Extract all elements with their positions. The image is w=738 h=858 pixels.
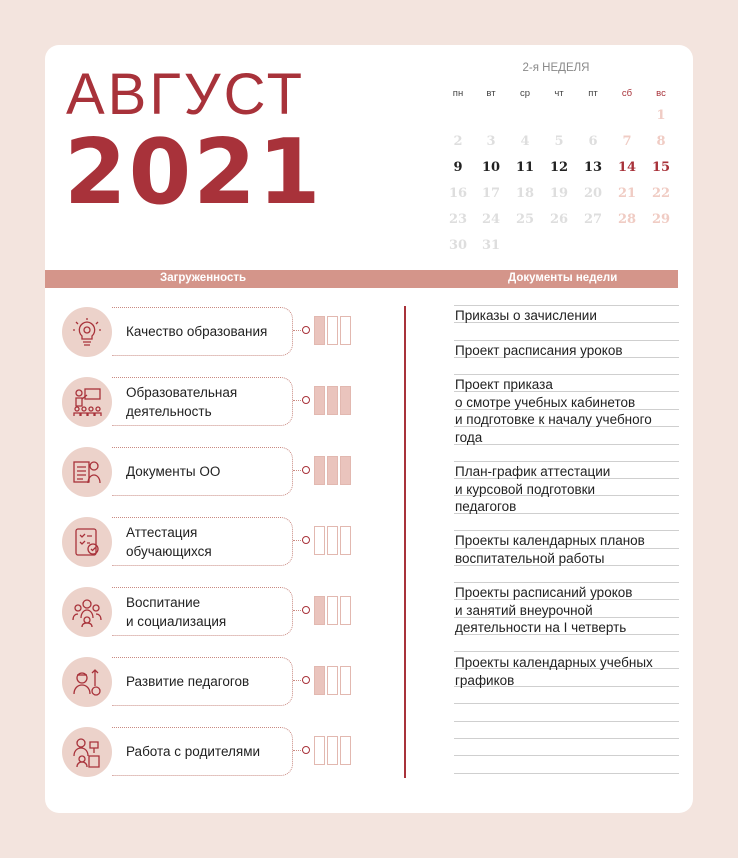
connector-dot <box>302 606 310 614</box>
load-level-cell <box>340 666 351 695</box>
workload-label: Работа с родителями <box>126 744 261 759</box>
calendar-day: 27 <box>583 212 603 227</box>
calendar-day: 13 <box>583 160 603 175</box>
load-level-cell <box>327 456 338 485</box>
weekday-label: вт <box>486 88 496 99</box>
group-icon <box>62 587 112 637</box>
load-level-cell <box>314 386 325 415</box>
calendar-day: 5 <box>554 134 564 149</box>
ruled-line <box>454 703 679 704</box>
workload-label-box <box>112 307 293 356</box>
ruled-line <box>454 530 679 531</box>
load-level-cell <box>340 316 351 345</box>
classroom-icon <box>62 377 112 427</box>
calendar-day: 28 <box>617 212 637 227</box>
month-title: АВГУСТ <box>66 62 306 127</box>
checklist-icon <box>62 517 112 567</box>
document-item: Проект расписания уроков <box>455 343 623 358</box>
calendar-day: 30 <box>448 238 468 253</box>
calendar-day: 24 <box>481 212 501 227</box>
load-level-cell <box>327 526 338 555</box>
document-item: Проекты календарных планов воспитательной работы <box>455 533 645 566</box>
ruled-line <box>454 340 679 341</box>
parent-child-icon <box>62 727 112 777</box>
calendar-day: 6 <box>588 134 598 149</box>
column-divider <box>404 306 406 778</box>
load-level-cell <box>327 736 338 765</box>
calendar-day: 9 <box>453 160 463 175</box>
load-level-cell <box>314 456 325 485</box>
document-item: План-график аттестации и курсовой подготовки педагогов <box>455 464 611 514</box>
document-item: Проект приказа о смотре учебных кабинетов и подготовке к началу учебного года <box>455 377 652 445</box>
calendar-day: 16 <box>448 186 468 201</box>
workload-label: Качество образования <box>126 324 268 339</box>
workload-label-box <box>112 587 293 636</box>
week-label: 2-я НЕДЕЛЯ <box>522 62 590 74</box>
calendar-day: 11 <box>515 160 535 175</box>
connector-dot <box>302 536 310 544</box>
calendar-day: 10 <box>481 160 501 175</box>
docs-header: Документы недели <box>508 272 618 284</box>
ruled-line <box>454 651 679 652</box>
load-level-cell <box>327 316 338 345</box>
workload-label-box <box>112 657 293 706</box>
workload-label-box <box>112 517 293 566</box>
calendar-day: 26 <box>549 212 569 227</box>
calendar-day: 7 <box>622 134 632 149</box>
calendar-day: 23 <box>448 212 468 227</box>
teacher-growth-icon <box>62 657 112 707</box>
weekday-label: пн <box>452 88 464 99</box>
load-level-cell <box>327 666 338 695</box>
connector-dot <box>302 746 310 754</box>
load-level-cell <box>314 596 325 625</box>
workload-label-box <box>112 377 293 426</box>
ruled-line <box>454 738 679 739</box>
calendar-day: 29 <box>651 212 671 227</box>
calendar-day: 15 <box>651 160 671 175</box>
weekday-label: пт <box>588 88 598 99</box>
calendar-day: 21 <box>617 186 637 201</box>
load-level-cell <box>314 666 325 695</box>
calendar-day: 19 <box>549 186 569 201</box>
document-item: Приказы о зачислении <box>455 308 597 323</box>
workload-label: Воспитание и социализация <box>126 594 227 629</box>
connector-dot <box>302 676 310 684</box>
section-header-bar <box>45 270 678 288</box>
year-title: 2021 <box>64 120 323 225</box>
documents-person-icon <box>62 447 112 497</box>
load-header: Загруженность <box>160 272 247 284</box>
workload-label-box <box>112 447 293 496</box>
load-level-cell <box>327 386 338 415</box>
document-item: Проекты календарных учебных графиков <box>455 655 653 688</box>
workload-label: Документы ОО <box>126 464 221 479</box>
load-level-cell <box>314 526 325 555</box>
ruled-line <box>454 461 679 462</box>
load-level-cell <box>314 316 325 345</box>
ruled-line <box>454 305 679 306</box>
connector-dot <box>302 396 310 404</box>
load-level-cell <box>340 596 351 625</box>
ruled-line <box>454 755 679 756</box>
load-level-cell <box>314 736 325 765</box>
calendar-day: 3 <box>486 134 496 149</box>
ruled-line <box>454 773 679 774</box>
calendar-day: 4 <box>520 134 530 149</box>
ruled-line <box>454 582 679 583</box>
weekday-label: ср <box>519 88 531 99</box>
load-level-cell <box>340 736 351 765</box>
load-level-cell <box>340 526 351 555</box>
workload-label: Образовательная деятельность <box>126 384 238 419</box>
connector-dot <box>302 326 310 334</box>
calendar-day: 1 <box>656 108 666 123</box>
weekday-label: сб <box>621 88 633 99</box>
load-level-cell <box>327 596 338 625</box>
calendar-day: 22 <box>651 186 671 201</box>
workload-label: Аттестация обучающихся <box>126 524 212 559</box>
workload-label-box <box>112 727 293 776</box>
connector-dot <box>302 466 310 474</box>
calendar-day: 18 <box>515 186 535 201</box>
calendar-day: 8 <box>656 134 666 149</box>
calendar-day: 2 <box>453 134 463 149</box>
calendar-day: 12 <box>549 160 569 175</box>
load-level-cell <box>340 386 351 415</box>
calendar-day: 17 <box>481 186 501 201</box>
calendar-day: 20 <box>583 186 603 201</box>
weekday-label: чт <box>554 88 564 99</box>
calendar-day: 14 <box>617 160 637 175</box>
ruled-line <box>454 721 679 722</box>
workload-label: Развитие педагогов <box>126 674 250 689</box>
lightbulb-gear-icon <box>62 307 112 357</box>
weekday-label: вс <box>656 88 666 99</box>
calendar-day: 25 <box>515 212 535 227</box>
load-level-cell <box>340 456 351 485</box>
calendar-day: 31 <box>481 238 501 253</box>
document-item: Проекты расписаний уроков и занятий внеурочной деятельности на I четверть <box>455 585 633 635</box>
ruled-line <box>454 374 679 375</box>
